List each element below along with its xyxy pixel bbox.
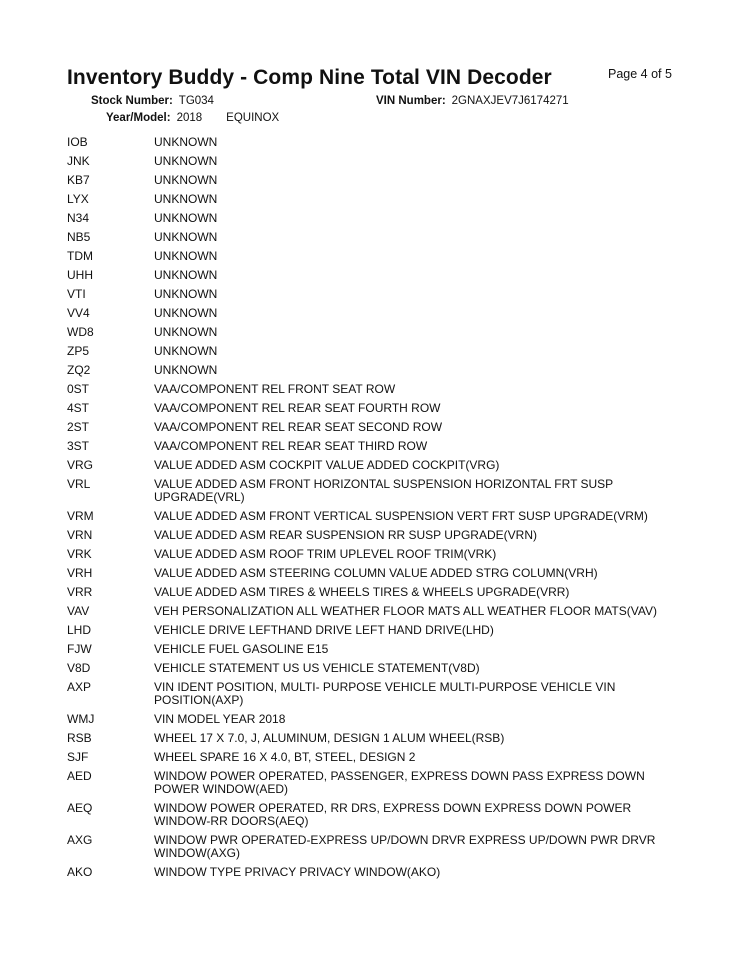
option-code: VRG [67,458,94,472]
option-code-row [67,863,682,882]
option-code: AKO [67,865,93,879]
option-code-row [67,583,682,602]
option-description: WHEEL 17 X 7.0, J, ALUMINUM, DESIGN 1 ALUM WHEEL(RSB) [154,731,505,745]
option-code: RSB [67,731,92,745]
option-description: WINDOW PWR OPERATED-EXPRESS UP/DOWN DRVR EXPRESS UP/DOWN PWR DRVR WINDOW(AXG) [154,833,656,860]
option-description: UNKNOWN [154,306,218,320]
option-code: AED [67,769,92,783]
option-code-row [67,659,682,678]
page-title: Inventory Buddy - Comp Nine Total VIN Decoder [67,66,552,89]
option-description: UNKNOWN [154,268,218,282]
option-code: VAV [67,604,90,618]
stock-number-value: TG034 [178,95,214,107]
option-code: LHD [67,623,92,637]
option-description: WINDOW TYPE PRIVACY PRIVACY WINDOW(AKO) [154,865,441,879]
option-description: UNKNOWN [154,135,218,149]
vin-number [376,95,569,107]
option-code-row [67,710,682,729]
option-description: VALUE ADDED ASM FRONT HORIZONTAL SUSPENSION HORIZONTAL FRT SUSP UPGRADE(VRL) [154,477,613,504]
option-code-row [67,729,682,748]
option-code: N34 [67,211,90,225]
option-description: UNKNOWN [154,325,218,339]
option-code-row [67,678,682,710]
option-description: VEH PERSONALIZATION ALL WEATHER FLOOR MATS ALL WEATHER FLOOR MATS(VAV) [154,604,657,618]
option-code: VRN [67,528,93,542]
option-description: VALUE ADDED ASM REAR SUSPENSION RR SUSP UPGRADE(VRN) [154,528,537,542]
option-code-row [67,171,682,190]
option-code-row [67,456,682,475]
option-code: ZP5 [67,344,90,358]
option-code-row [67,133,682,152]
option-code-row [67,361,682,380]
option-description: VEHICLE STATEMENT US US VEHICLE STATEMENT(V8D) [154,661,480,675]
option-description: UNKNOWN [154,344,218,358]
option-description: VAA/COMPONENT REL REAR SEAT THIRD ROW [154,439,428,453]
option-code: 3ST [67,439,90,453]
model-value: EQUINOX [226,112,280,124]
option-code-row [67,418,682,437]
option-code-row [67,767,682,799]
option-code: SJF [67,750,89,764]
option-code-row [67,266,682,285]
option-description: VALUE ADDED ASM TIRES & WHEELS TIRES & WHEELS UPGRADE(VRR) [154,585,570,599]
option-code-row [67,437,682,456]
option-code: 2ST [67,420,90,434]
option-code-row [67,475,682,507]
option-code-row [67,564,682,583]
option-description: VALUE ADDED ASM STEERING COLUMN VALUE ADDED STRG COLUMN(VRH) [154,566,598,580]
option-code: 4ST [67,401,90,415]
option-code: VTI [67,287,86,301]
option-code-row [67,323,682,342]
option-code-row [67,285,682,304]
option-code-row [67,799,682,831]
option-description: UNKNOWN [154,287,218,301]
option-code: V8D [67,661,91,675]
option-code: UHH [67,268,93,282]
option-code-row [67,342,682,361]
stock-number [91,95,214,107]
option-description: VAA/COMPONENT REL REAR SEAT FOURTH ROW [154,401,441,415]
vin-number-value: 2GNAXJEV7J6174271 [451,95,569,107]
option-description: UNKNOWN [154,249,218,263]
option-code: VV4 [67,306,90,320]
vin-number-label: VIN Number: [376,95,446,107]
option-code: WD8 [67,325,94,339]
option-code-row [67,507,682,526]
option-code-row [67,748,682,767]
option-description: VALUE ADDED ASM COCKPIT VALUE ADDED COCKPIT(VRG) [154,458,500,472]
option-description: VALUE ADDED ASM ROOF TRIM UPLEVEL ROOF TRIM(VRK) [154,547,497,561]
option-code: VRR [67,585,93,599]
option-code: NB5 [67,230,91,244]
option-description: VEHICLE DRIVE LEFTHAND DRIVE LEFT HAND DRIVE(LHD) [154,623,494,637]
option-code-row [67,545,682,564]
option-description: UNKNOWN [154,154,218,168]
option-code: LYX [67,192,89,206]
option-description: UNKNOWN [154,192,218,206]
option-description: UNKNOWN [154,173,218,187]
option-code-row [67,399,682,418]
option-code-row [67,526,682,545]
option-code: TDM [67,249,93,263]
option-description: VALUE ADDED ASM FRONT VERTICAL SUSPENSION VERT FRT SUSP UPGRADE(VRM) [154,509,648,523]
option-description: VEHICLE FUEL GASOLINE E15 [154,642,329,656]
option-code: 0ST [67,382,90,396]
option-code-row [67,621,682,640]
option-description: VIN IDENT POSITION, MULTI- PURPOSE VEHICLE MULTI-PURPOSE VEHICLE VIN POSITION(AXP) [154,680,616,707]
option-code-row [67,640,682,659]
option-description: UNKNOWN [154,230,218,244]
year-value: 2018 [176,112,203,124]
option-code-row [67,152,682,171]
option-code-row [67,190,682,209]
option-code: IOB [67,135,88,149]
option-code: JNK [67,154,90,168]
option-code: FJW [67,642,92,656]
option-code-list [67,133,682,882]
option-code: VRK [67,547,92,561]
option-code: WMJ [67,712,95,726]
option-code: AXG [67,833,93,847]
option-description: WINDOW POWER OPERATED, PASSENGER, EXPRESS DOWN PASS EXPRESS DOWN POWER WINDOW(AED) [154,769,645,796]
option-code: AEQ [67,801,93,815]
option-code-row [67,209,682,228]
page-number: Page 4 of 5 [608,67,672,81]
option-description: WINDOW POWER OPERATED, RR DRS, EXPRESS DOWN EXPRESS DOWN POWER WINDOW-RR DOORS(AEQ) [154,801,632,828]
option-code: VRM [67,509,94,523]
option-code-row [67,602,682,621]
option-code-row [67,228,682,247]
option-code: VRL [67,477,91,491]
option-code-row [67,831,682,863]
stock-number-label: Stock Number: [91,95,173,107]
option-code-row [67,247,682,266]
option-code: ZQ2 [67,363,91,377]
option-description: VAA/COMPONENT REL REAR SEAT SECOND ROW [154,420,443,434]
option-code: KB7 [67,173,90,187]
option-description: UNKNOWN [154,363,218,377]
option-code: VRH [67,566,93,580]
option-code-row [67,380,682,399]
option-description: VAA/COMPONENT REL FRONT SEAT ROW [154,382,396,396]
option-description: VIN MODEL YEAR 2018 [154,712,286,726]
option-description: UNKNOWN [154,211,218,225]
option-code-row [67,304,682,323]
year-model [106,112,279,124]
option-description: WHEEL SPARE 16 X 4.0, BT, STEEL, DESIGN 2 [154,750,416,764]
option-code: AXP [67,680,92,694]
year-model-label: Year/Model: [106,112,171,124]
